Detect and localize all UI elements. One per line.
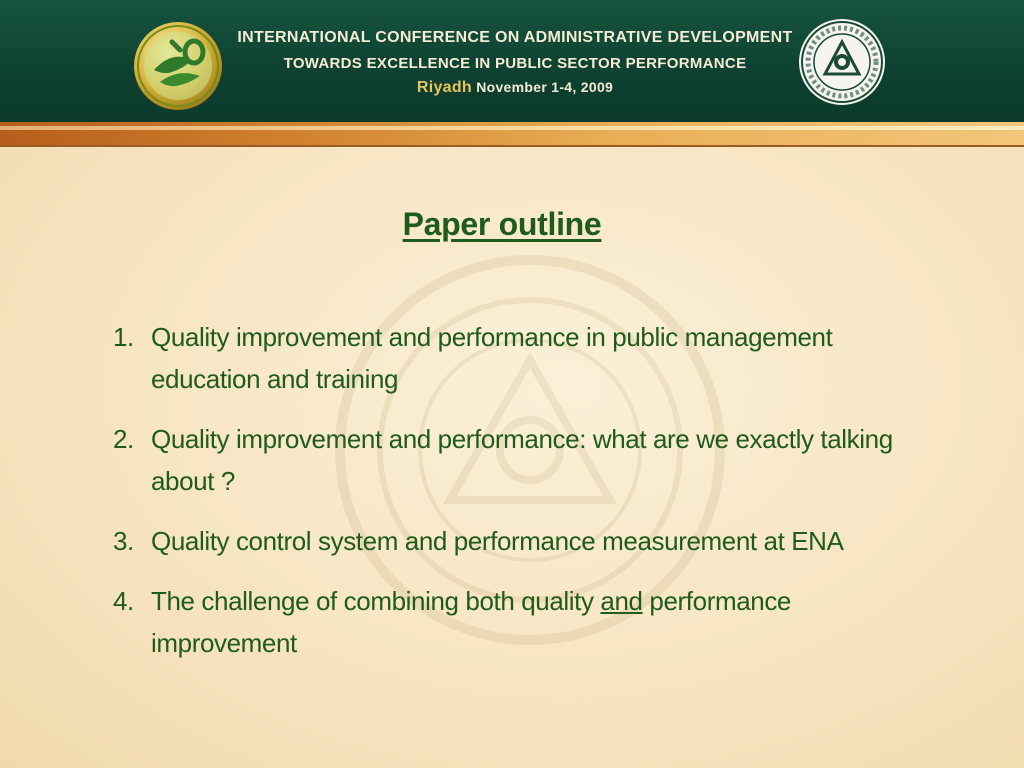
- item-text-part: The challenge of combining both quality: [151, 586, 601, 616]
- item-text: [151, 580, 893, 664]
- item-text-part: performance improvement: [151, 586, 791, 658]
- item-text: Quality improvement and performance: what are we exactly talking about ?: [151, 424, 893, 496]
- list-item: [113, 520, 893, 562]
- conference-name: INTERNATIONAL CONFERENCE ON ADMINISTRATIVE DEVELOPMENT: [237, 29, 793, 46]
- item-number: 2.: [113, 424, 134, 454]
- item-text-emphasis: and: [600, 586, 643, 616]
- item-number: 1.: [113, 322, 134, 352]
- conference-theme: TOWARDS EXCELLENCE IN PUBLIC SECTOR PERFORMANCE: [283, 55, 747, 72]
- header-stripe-shadow: [0, 145, 1024, 147]
- item-number: 4.: [113, 586, 134, 616]
- list-item: [113, 580, 893, 664]
- item-text: Quality control system and performance measurement at ENA: [151, 526, 844, 556]
- slide-title: Paper outline: [402, 206, 602, 242]
- golden-50-emblem-icon: [132, 20, 224, 112]
- conference-place-date: [230, 76, 800, 99]
- list-item: [113, 418, 893, 502]
- header-stripe-highlight: [0, 126, 1024, 130]
- institute-seal-icon: [797, 16, 887, 108]
- conference-city: Riyadh: [416, 79, 473, 96]
- list-item: [113, 316, 893, 400]
- item-text: Quality improvement and performance in public management education and training: [151, 322, 833, 394]
- conference-title-block: [230, 24, 800, 99]
- item-number: 3.: [113, 526, 134, 556]
- conference-header: [0, 0, 1024, 122]
- outline-list: [113, 316, 893, 682]
- conference-dates: November 1-4, 2009: [472, 79, 614, 95]
